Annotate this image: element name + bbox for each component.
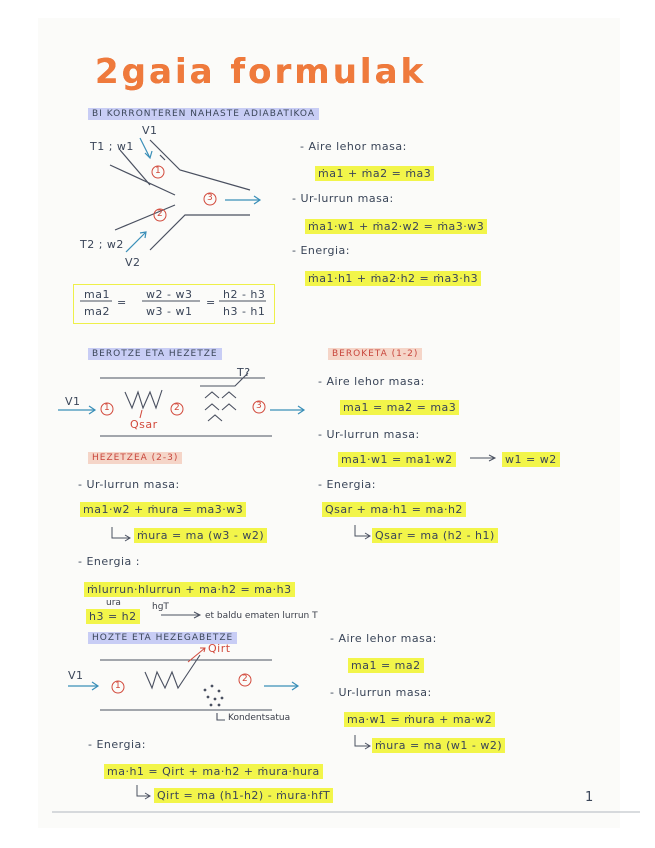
node-1-cooling: 1 bbox=[115, 681, 121, 691]
cool-line-5: ṁura = ma (w1 - w2) bbox=[372, 738, 505, 753]
label-t2w2: T2 ; w2 bbox=[80, 238, 124, 251]
bottom-line-1: - Energia: bbox=[88, 738, 146, 751]
label-qsar: Qsar bbox=[130, 418, 158, 431]
node-2-heating: 2 bbox=[174, 403, 180, 413]
label-qirt: Qirt bbox=[208, 642, 231, 655]
hum-line-1: - Ur-lurrun masa: bbox=[78, 478, 180, 491]
label-v2: V2 bbox=[125, 256, 141, 269]
heat-line-3: - Ur-lurrun masa: bbox=[318, 428, 420, 441]
node-2: 2 bbox=[157, 209, 163, 219]
bottom-line-3: Qirt = ma (h1-h2) - ṁura·hfT bbox=[154, 788, 333, 803]
section-heading-mixing: BI KORRONTEREN NAHASTE ADIABATIKOA bbox=[88, 108, 319, 120]
heat-line-4: ma1·w1 = ma1·w2 bbox=[338, 452, 456, 467]
ratio-b-num: w2 - w3 bbox=[146, 288, 193, 301]
cool-line-2: ma1 = ma2 bbox=[348, 658, 424, 673]
mix-line-6: ṁa1·h1 + ṁa2·h2 = ṁa3·h3 bbox=[305, 271, 481, 286]
label-t-question: T? bbox=[237, 366, 251, 379]
ratio-c-num: h2 - h3 bbox=[223, 288, 266, 301]
node-1: 1 bbox=[155, 166, 161, 176]
section-heading-heating: BEROTZE ETA HEZETZE bbox=[88, 348, 222, 360]
ratio-a-num: ma1 bbox=[84, 288, 110, 301]
node-2-cooling: 2 bbox=[242, 674, 248, 684]
ratio-eq2: = bbox=[206, 296, 216, 309]
section-heading-cooling: HOZTE ETA HEZEGABETZE bbox=[88, 632, 237, 644]
heat-line-1: - Aire lehor masa: bbox=[318, 375, 425, 388]
hum-line-5: ṁlurrun·hlurrun + ma·h2 = ma·h3 bbox=[84, 582, 295, 597]
ratio-b-den: w3 - w1 bbox=[146, 305, 193, 318]
hum-line-8: h3 = h2 bbox=[86, 609, 140, 624]
page-title: 2gaia formulak bbox=[95, 52, 427, 92]
mix-line-4: ṁa1·w1 + ṁa2·w2 = ṁa3·w3 bbox=[305, 219, 487, 234]
bottom-line-2: ma·h1 = Qirt + ma·h2 + ṁura·hura bbox=[104, 764, 323, 779]
mix-line-2: ṁa1 + ṁa2 = ṁa3 bbox=[315, 166, 434, 181]
mix-line-5: - Energia: bbox=[292, 244, 350, 257]
ratio-eq1: = bbox=[117, 296, 127, 309]
mix-line-3: - Ur-lurrun masa: bbox=[292, 192, 394, 205]
hum-line-3: ṁura = ma (w3 - w2) bbox=[134, 528, 267, 543]
hum-line-4: - Energia : bbox=[78, 555, 140, 568]
heat-line-6: - Energia: bbox=[318, 478, 376, 491]
label-kondentsatua: Kondentsatua bbox=[228, 713, 291, 723]
node-1-heating: 1 bbox=[104, 403, 110, 413]
page-number: 1 bbox=[585, 790, 594, 805]
label-v1: V1 bbox=[142, 124, 158, 137]
label-v1-heating: V1 bbox=[65, 395, 81, 408]
hum-line-6: ura bbox=[106, 598, 121, 608]
label-t1w1: T1 ; w1 bbox=[90, 140, 134, 153]
hum-line-9: et baldu ematen lurrun T bbox=[205, 611, 318, 621]
label-v1-cooling: V1 bbox=[68, 669, 84, 682]
node-3-heating: 3 bbox=[256, 401, 262, 411]
heat-line-5: w1 = w2 bbox=[502, 452, 560, 467]
hum-line-2: ma1·w2 + ṁura = ma3·w3 bbox=[80, 502, 246, 517]
cool-line-1: - Aire lehor masa: bbox=[330, 632, 437, 645]
ratio-c-den: h3 - h1 bbox=[223, 305, 266, 318]
heading-heating-12: BEROKETA (1-2) bbox=[328, 348, 422, 360]
heat-line-8: Qsar = ma (h2 - h1) bbox=[372, 528, 498, 543]
heading-humidify-23: HEZETZEA (2-3) bbox=[88, 452, 182, 464]
ratio-a-den: ma2 bbox=[84, 305, 110, 318]
cool-line-3: - Ur-lurrun masa: bbox=[330, 686, 432, 699]
mix-line-1: - Aire lehor masa: bbox=[300, 140, 407, 153]
cool-line-4: ma·w1 = ṁura + ma·w2 bbox=[344, 712, 495, 727]
heat-line-2: ma1 = ma2 = ma3 bbox=[340, 400, 459, 415]
hum-line-7: hgT bbox=[152, 602, 169, 612]
node-3: 3 bbox=[207, 193, 213, 203]
heat-line-7: Qsar + ma·h1 = ma·h2 bbox=[322, 502, 466, 517]
